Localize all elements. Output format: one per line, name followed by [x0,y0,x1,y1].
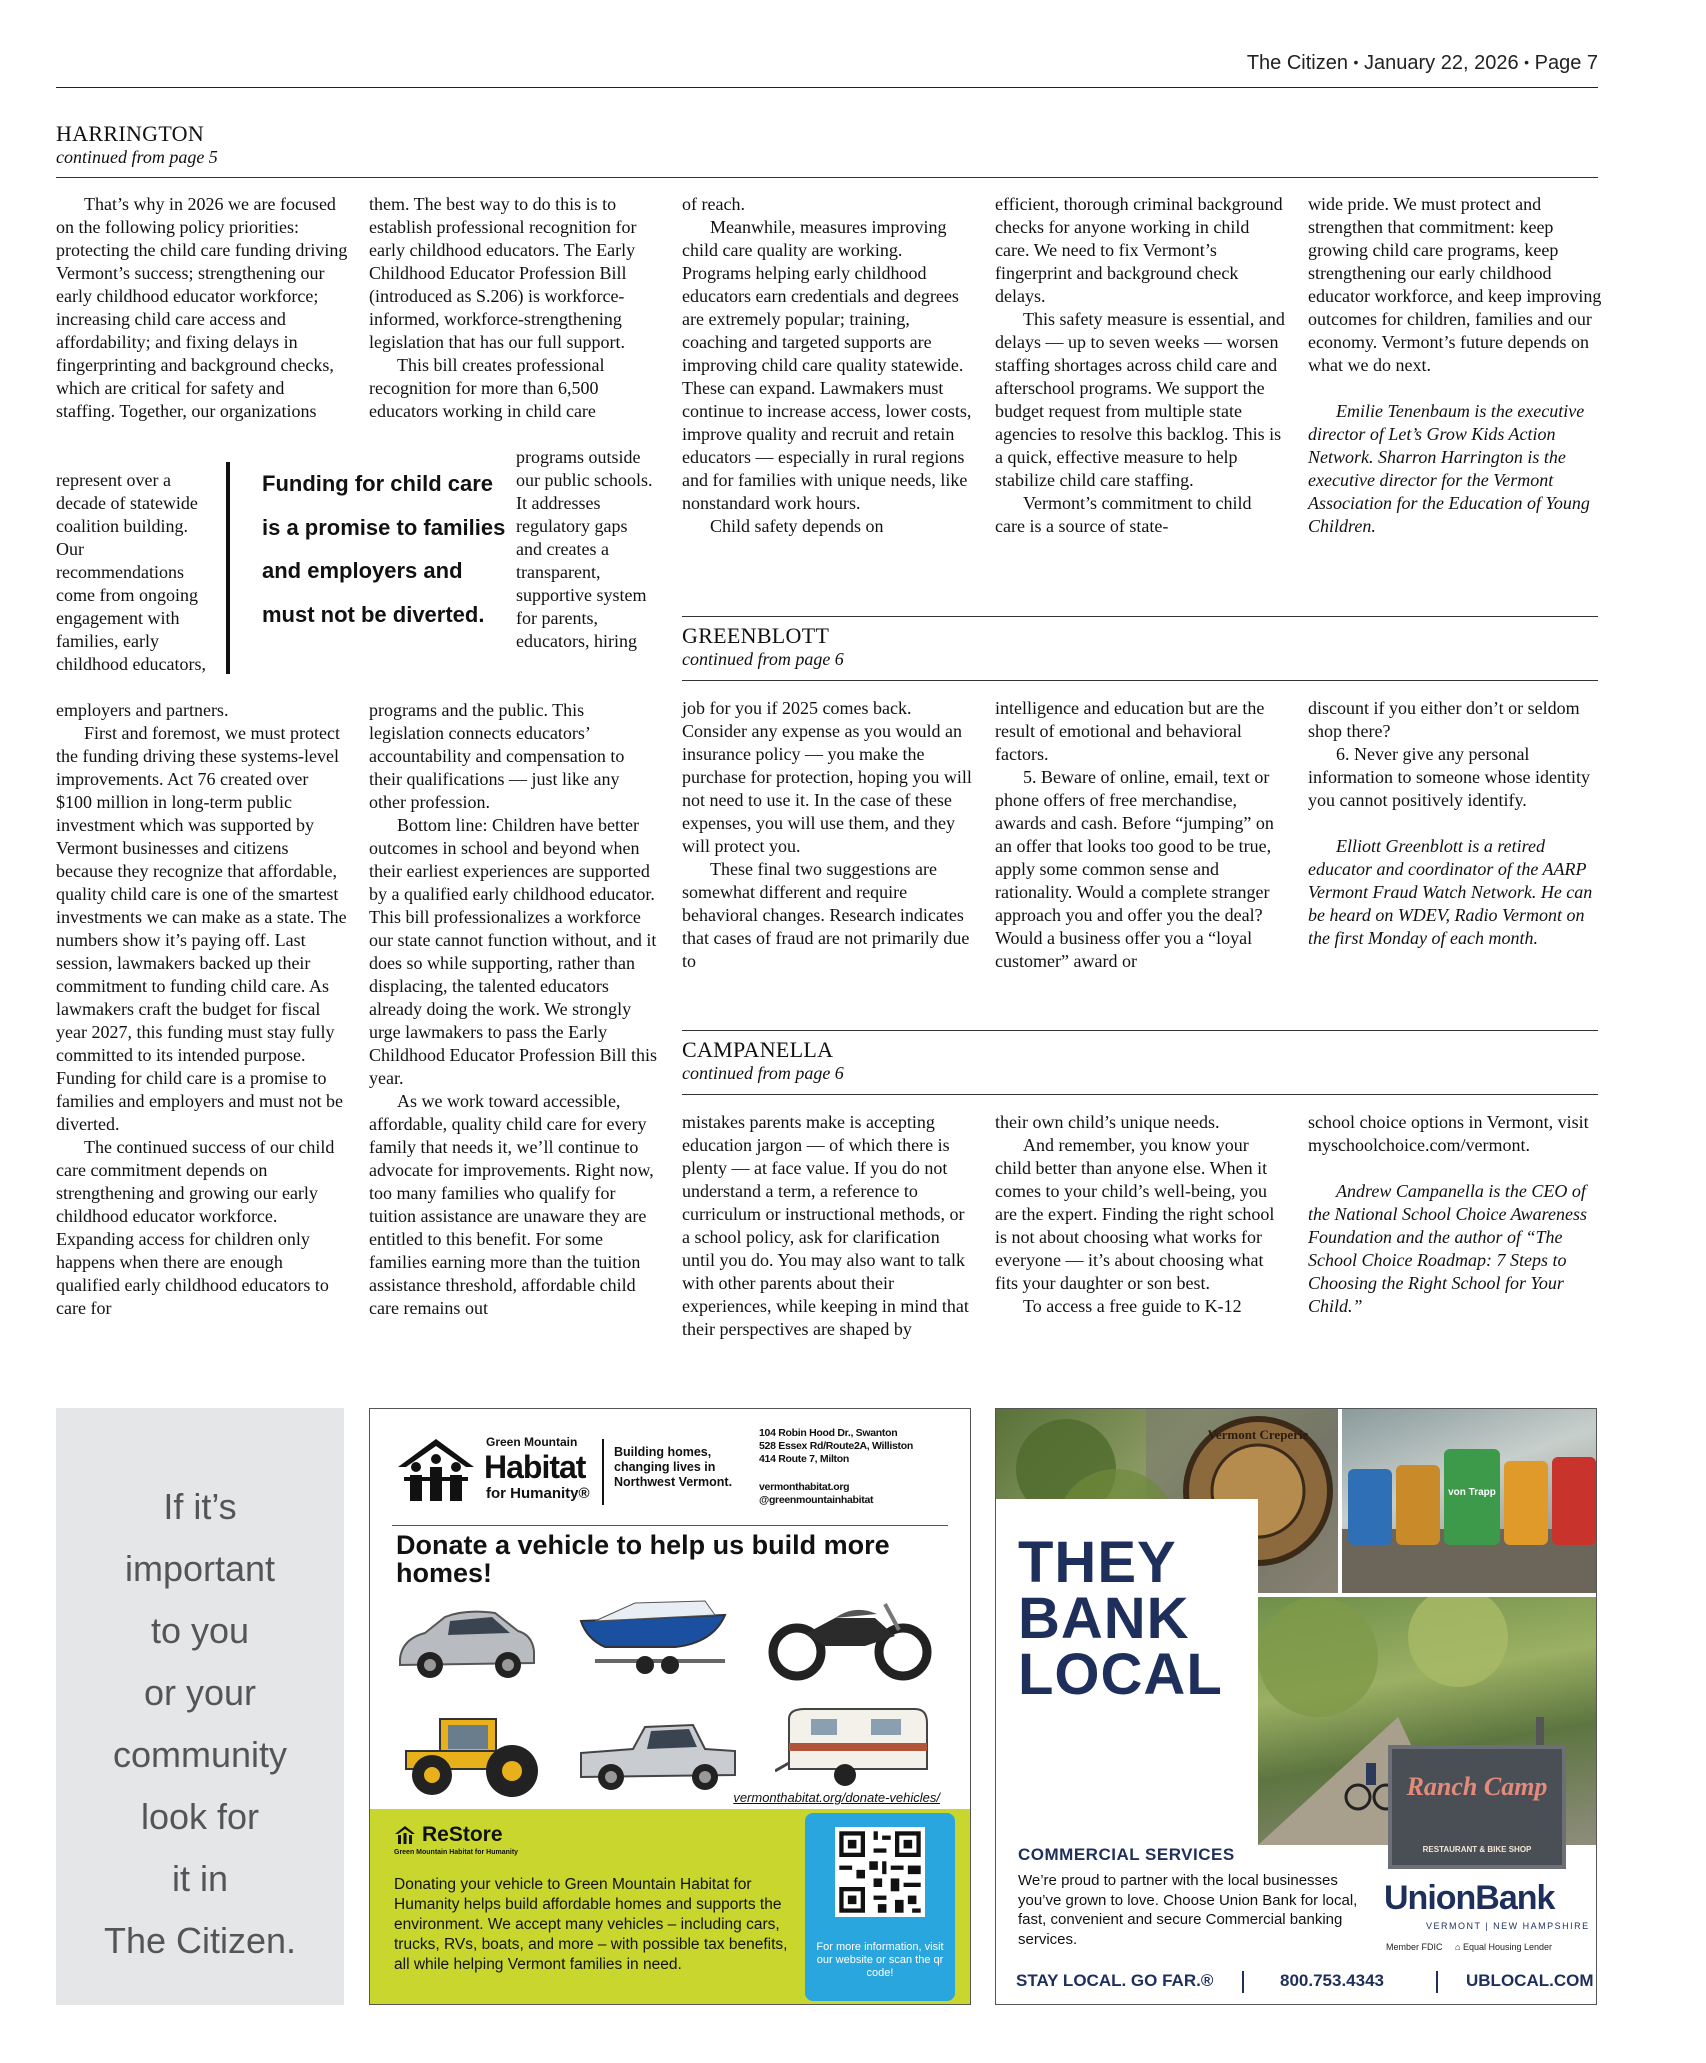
paragraph: Bottom line: Children have better outcomes in school and beyond when their earliest experiences are supported by a qualified early childhood educator. This bill professionalizes a workforce our state cannot function without, and it does so while supporting, rather than displacing, the talented educators already doing the work. We strongly urge lawmakers to pass the Early Childhood Educator Profession Bill this year. [369,815,657,1088]
habitat-logo-icon [396,1437,476,1503]
paragraph: 5. Beware of online, email, text or phone offers of free merchandise, awards and cash. Before “jumping” on an offer that looks too good to be true, apply some common sense and rationality. Would a complete stranger approach you and offer you the deal? Would a business offer you a “loyal customer” award or [995,767,1274,971]
harrington-col3 [682,193,972,538]
rv-trailer-icon [775,1699,935,1799]
creperie-sign-text: Vermont Creperie [1207,1427,1309,1442]
pull-quote: Funding for child care is a promise to families and employers and must not be diverted. [226,462,506,674]
paragraph: discount if you either don’t or seldom shop there? [1308,698,1580,741]
union-website[interactable]: UBLOCAL.COM [1466,1971,1594,1990]
greenblott-continued: continued from page 6 [682,649,844,669]
qr-callout [805,1813,955,2001]
campanella-col1 [682,1111,972,1341]
campanella-col3 [1308,1111,1602,1318]
paragraph: employers and partners. [56,700,229,720]
harrington-col2-bottom [369,699,659,1320]
donate-vehicles-link[interactable]: vermonthabitat.org/donate-vehicles/ [733,1790,940,1805]
harrington-col5 [1308,193,1602,538]
habitat-body: Donating your vehicle to Green Mountain Habitat for Humanity helps build affordable homes and supports the environment. We accept many vehicles – including cars, trucks, RVs, boats, and more – with possible tax benefits, all while helping Vermont families in need. [394,1876,788,1973]
ranch-camp-text: Ranch Camp [1406,1772,1548,1801]
issue-date: January 22, 2026 [1364,52,1519,74]
paragraph: The continued success of our child care commitment depends on strengthening and growing our early childhood educator workforce. Expanding access for children only happens when there are enough qualified early childhood educators to care for [56,1137,335,1318]
paragraph: Vermont’s commitment to child care is a source of state- [995,493,1252,536]
author-bio: Emilie Tenenbaum is the executive director of Let’s Grow Kids Action Network. Sharron Harrington is the executive director for the Vermont Association for the Education of Young Children. [1308,401,1590,536]
habitat-social: @greenmountainhabitat [759,1494,874,1506]
union-fdic: Member FDIC ⌂ Equal Housing Lender [1386,1942,1553,1952]
habitat-tagline: Building homes, changing lives in Northwest Vermont. [614,1445,733,1489]
campanella-rule [682,1094,1598,1095]
union-bank-logo: UnionBank [1384,1879,1555,1917]
paragraph: job for you if 2025 comes back. Consider any expense as you would an insurance policy — you make the purchase for protection, hoping you will not need to use it. In the case of these expenses, you will use them, and they will protect you. [682,698,972,856]
divider [1436,1971,1438,1993]
habitat-org-line2: Habitat [484,1449,586,1485]
equal-housing-icon: ⌂ [1455,1942,1461,1952]
truck-icon [575,1709,740,1801]
habitat-website[interactable]: vermonthabitat.org [759,1481,850,1493]
campanella-continued: continued from page 6 [682,1063,844,1083]
campanella-kicker [682,1038,844,1084]
paragraph: of reach. [682,194,745,214]
restore-logo: ReStore [422,1823,503,1846]
habitat-org-line3: for Humanity® [486,1485,590,1502]
divider [602,1439,604,1505]
harrington-col2-top [369,193,659,423]
paragraph: First and foremost, we must protect the funding driving these systems-level improvements. Act 76 created over $100 million in long-term public investment which was supported by Vermont businesses and citizens because they recognize that affordable, quality child care is one of the smartest investments we can make as a state. The numbers show it’s paying off. Last session, lawmakers backed up their commitment to funding child care. As lawmakers craft the budget for fiscal year 2027, this funding must stay fully committed to its intended purpose. Funding for child care is a promise to families and employers and must not be diverted. [56,723,347,1134]
paragraph: represent over a decade of statewide coalition building. Our recommendations come from ongoing engagement with families, early childhood educators, [56,470,206,674]
harrington-col2-wrap [516,446,656,653]
harrington-col1-top [56,193,348,423]
beer-cans-icon [1342,1409,1597,1593]
folio: The Citizen • January 22, 2026 • Page 7 [1246,52,1598,74]
paragraph: programs and the public. This legislation connects educators’ accountability and compensation to their qualifications — just like any other profession. [369,700,625,812]
paragraph: This bill creates professional recognition for more than 6,500 educators working in child care [369,355,605,421]
union-bank-ad [995,1408,1597,2005]
motorcycle-icon [765,1584,935,1684]
page-number: Page 7 [1534,52,1598,74]
harrington-col1-bottom [56,699,348,1320]
harrington-col4 [995,193,1285,538]
author-bio: Elliott Greenblott is a retired educator and coordinator of the AARP Vermont Fraud Watch Network. He can be heard on WDEV, Radio Vermont on the first Monday of each month. [1308,836,1593,948]
paragraph: them. The best way to do this is to establish professional recognition for early childhood educators. The Early Childhood Educator Profession Bill (introduced as S.206) is workforce-informed, workforce-strengthening legislation that has our full support. [369,194,637,352]
paragraph: As we work toward accessible, affordable, quality child care for every family that needs it, we’ll continue to advocate for improvements. Right now, too many families who qualify for tuition assistance are unaware they are entitled to this benefit. For some families earning more than the tuition assistance threshold, affordable child care remains out [369,1091,654,1318]
habitat-small-logo-icon [394,1825,416,1845]
union-body: We’re proud to partner with the local businesses you’ve grown to love. Choose Union Bank for local, fast, convenient and secure Commercial banking services. [1018,1872,1358,1948]
campanella-top-rule [682,1030,1598,1031]
paragraph: intelligence and education but are the result of emotional and behavioral factors. [995,698,1265,764]
campanella-col2 [995,1111,1285,1318]
paragraph: wide pride. We must protect and strengthen that commitment: keep growing child care programs, keep strengthening our early childhood educator workforce, and keep improving outcomes for children, families and our economy. Vermont’s future depends on what we do next. [1308,194,1602,375]
qr-note: For more information, visit our website or scan the qr code! [816,1941,944,1979]
citizen-house-ad [56,1408,344,2005]
greenblott-top-rule [682,616,1598,617]
paragraph: Meanwhile, measures improving child care quality are working. Programs helping early childhood educators earn credentials and degrees are extremely popular; training, coaching and targeted supports are improving child care quality statewide. These can expand. Lawmakers must continue to increase access, lower costs, improve quality and recruit and retain educators — especially in rural regions and for families with unique needs, like nonstandard work hours. [682,217,972,513]
greenblott-rule [682,680,1598,681]
paragraph: And remember, you know your child better than anyone else. When it comes to your child’s well-being, you are the expert. Finding the right school is not about choosing what works for everyone — it’s about choosing what fits your daughter or son best. [995,1135,1275,1293]
photo-beer-cans [1342,1409,1597,1593]
union-slogan: STAY LOCAL. GO FAR.® [1016,1971,1214,1990]
harrington-title: HARRINGTON [56,121,205,146]
union-phone[interactable]: 800.753.4343 [1280,1971,1384,1990]
greenblott-kicker [682,624,844,670]
paragraph: That’s why in 2026 we are focused on the following policy priorities: protecting the child care funding driving Vermont’s success; strengthening our early childhood educator workforce; increasing child care access and affordability; and fixing delays in fingerprinting and background checks, which are critical for safety and staffing. Together, our organizations [56,194,348,421]
tractor-icon [392,1705,552,1801]
beer-brand-text: von Trapp [1448,1487,1496,1498]
page-header [56,50,1598,88]
greenblott-col1 [682,697,972,973]
habitat-ad-header [370,1409,970,1519]
paragraph: Child safety depends on [710,516,884,536]
citizen-ad-text: If it’s important to you or your community look for it in The Citizen. [103,1486,297,1961]
union-footer [1016,1969,1594,1995]
habitat-addresses: 104 Robin Hood Dr., Swanton 528 Essex Rd/Route2A, Williston 414 Route 7, Milton [759,1427,913,1465]
union-headline: THEY BANK LOCAL [1018,1530,1223,1707]
habitat-restore-panel [370,1809,970,2005]
campanella-title: CAMPANELLA [682,1037,834,1062]
paragraph: mistakes parents make is accepting education jargon — of which there is plenty — at face value. If you do not understand a term, a reference to curriculum or instructional methods, or a school policy, ask for clarification until you do. You may also want to talk with other parents about their experiences, while keeping in mind that their perspectives are shaped by [682,1112,969,1339]
paragraph: This safety measure is essential, and delays — up to seven weeks — worsen staffing shortages across child care and afterschool programs. We support the budget request from multiple state agencies to resolve this backlog. This is a quick, effective measure to help stabilize child care staffing. [995,309,1285,490]
greenblott-col2 [995,697,1285,973]
divider [392,1525,948,1526]
habitat-headline: Donate a vehicle to help us build more homes! [396,1530,890,1588]
union-region: VERMONT | NEW HAMPSHIRE [1426,1921,1590,1931]
author-bio: Andrew Campanella is the CEO of the National School Choice Awareness Foundation and the author of “The School Choice Roadmap: 7 Steps to Choosing the Right School for Your Child.” [1308,1181,1587,1316]
ranch-camp-subtext: RESTAURANT & BIKE SHOP [1422,1845,1532,1854]
union-section-title: COMMERCIAL SERVICES [1018,1845,1235,1864]
paragraph: 6. Never give any personal information to someone whose identity you cannot positively identify. [1308,744,1590,810]
habitat-contact [759,1481,873,1507]
boat-icon [575,1581,735,1681]
paragraph: school choice options in Vermont, visit myschoolchoice.com/vermont. [1308,1112,1589,1155]
ranch-camp-sign [1388,1745,1566,1869]
restore-subtitle: Green Mountain Habitat for Humanity [394,1849,519,1856]
greenblott-col3 [1308,697,1602,950]
publication-name: The Citizen [1246,52,1348,74]
paragraph: These final two suggestions are somewhat different and require behavioral changes. Research indicates that cases of fraud are not primarily due to [682,859,970,971]
harrington-rule [56,177,1598,178]
harrington-col1-wrap [56,469,206,676]
divider [1242,1971,1244,1993]
car-icon [390,1599,540,1689]
greenblott-title: GREENBLOTT [682,623,830,648]
paragraph: efficient, thorough criminal background checks for anyone working in child care. We need to fix Vermont’s fingerprint and background check delays. [995,194,1283,306]
paragraph: their own child’s unique needs. [995,1112,1220,1132]
harrington-continued: continued from page 5 [56,147,218,167]
qr-code-icon[interactable] [835,1827,925,1917]
paragraph: To access a free guide to K-12 [1023,1296,1242,1316]
harrington-kicker [56,122,218,168]
paragraph: programs outside our public schools. It addresses regulatory gaps and creates a transparent, supportive system for parents, educators, hiring [516,447,653,651]
habitat-org-line1: Green Mountain [486,1435,578,1449]
habitat-ad [369,1408,971,2005]
